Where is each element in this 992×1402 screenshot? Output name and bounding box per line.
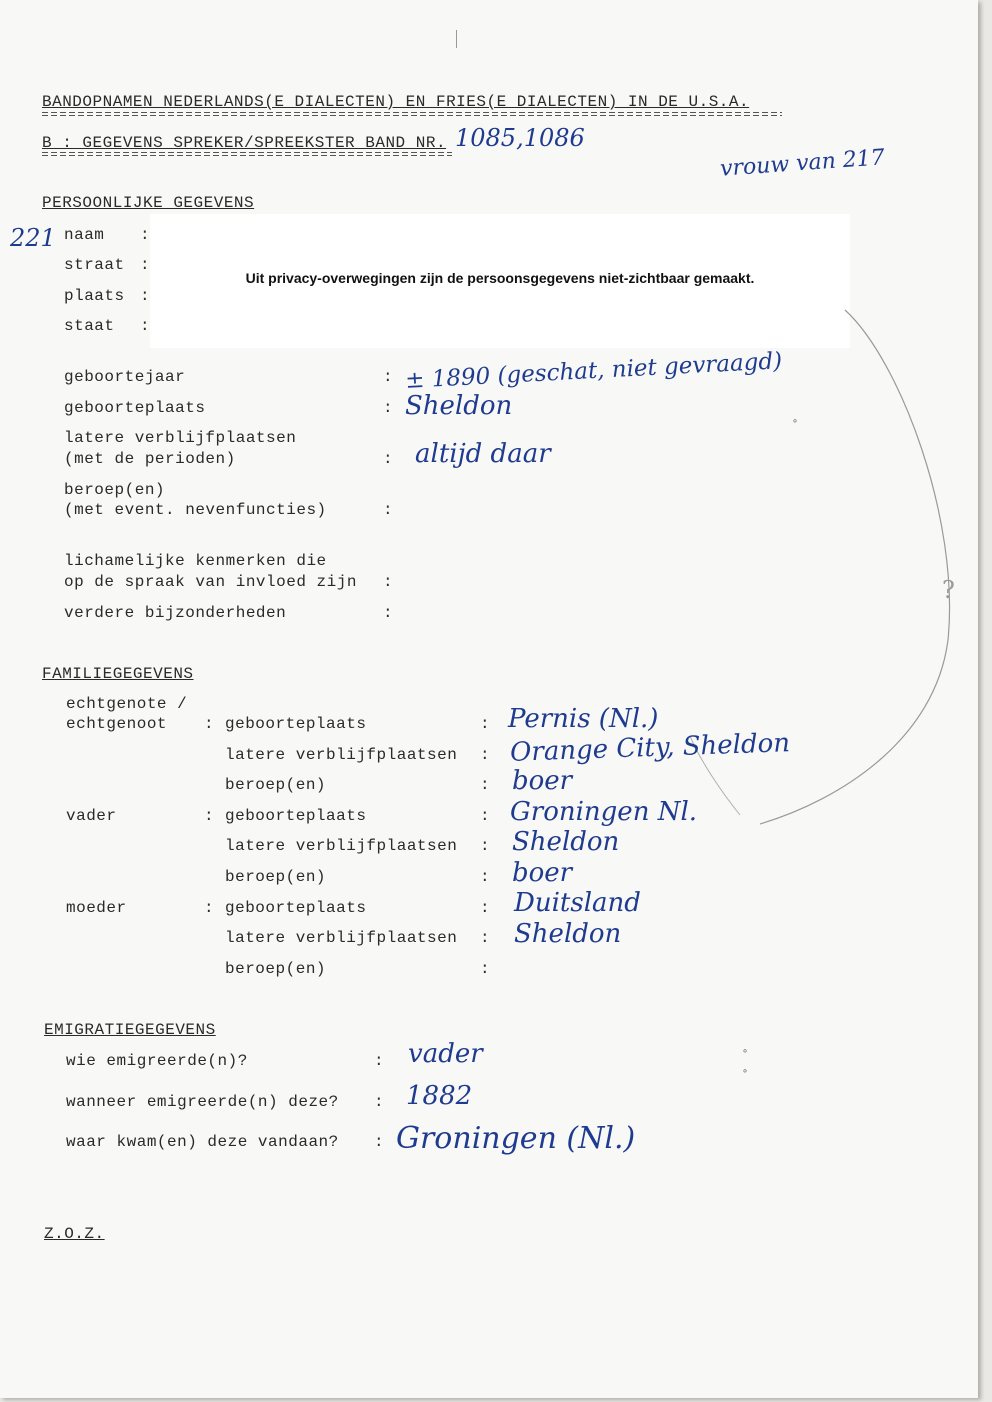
- pencil-question-mark: ?: [942, 576, 956, 604]
- vader-colon: :: [204, 807, 215, 825]
- stray-mark: [456, 30, 457, 48]
- vader-beroep-colon: :: [480, 868, 491, 886]
- verdere-label: verdere bijzonderheden: [64, 604, 287, 622]
- latere-colon: :: [383, 450, 394, 468]
- vader-latere-label: latere verblijfplaatsen: [225, 837, 458, 855]
- echt-geboorteplaats-colon: :: [480, 715, 491, 733]
- plaats-colon: :: [140, 287, 151, 305]
- lichamelijk-label-2: op de spraak van invloed zijn: [64, 573, 357, 591]
- geboorteplaats-colon: :: [383, 399, 394, 417]
- moeder-latere-value: Sheldon: [514, 919, 622, 949]
- wanneer-label: wanneer emigreerde(n) deze?: [66, 1093, 339, 1111]
- naam-label: naam: [64, 226, 105, 244]
- moeder-beroep-colon: :: [480, 960, 491, 978]
- stray-dot: ∘: [742, 1067, 749, 1078]
- wanneer-colon: :: [374, 1093, 385, 1111]
- echt-beroep-label: beroep(en): [225, 776, 327, 794]
- waar-label: waar kwam(en) deze vandaan?: [66, 1133, 339, 1151]
- echtgenote-label-2: echtgenoot: [66, 715, 168, 733]
- emigration-heading: EMIGRATIEGEGEVENS: [44, 1021, 216, 1039]
- lichamelijk-label-1: lichamelijke kenmerken die: [64, 552, 327, 570]
- moeder-label: moeder: [66, 899, 127, 917]
- echtgenote-label-1: echtgenote /: [66, 695, 188, 713]
- beroep-colon: :: [383, 501, 394, 519]
- band-number-value: 1085,1086: [455, 124, 585, 152]
- latere-label-2: (met de perioden): [64, 450, 236, 468]
- beroep-label-1: beroep(en): [64, 481, 166, 499]
- echt-latere-label: latere verblijfplaatsen: [225, 746, 458, 764]
- staat-colon: :: [140, 317, 151, 335]
- speaker-relation-note: vrouw van 217: [719, 145, 886, 182]
- wanneer-value: 1882: [406, 1081, 473, 1111]
- plaats-label: plaats: [64, 287, 125, 305]
- vader-geboorteplaats-value: Groningen Nl.: [510, 797, 698, 827]
- wie-colon: :: [374, 1052, 385, 1070]
- stray-dot: ∘: [792, 417, 799, 428]
- moeder-geboorteplaats-colon: :: [480, 899, 491, 917]
- vader-latere-value: Sheldon: [512, 827, 620, 857]
- moeder-latere-colon: :: [480, 929, 491, 947]
- echt-beroep-value: boer: [512, 766, 573, 796]
- vader-geboorteplaats-label: geboorteplaats: [225, 807, 367, 825]
- geboorteplaats-value: Sheldon: [405, 391, 513, 421]
- echt-latere-colon: :: [480, 746, 491, 764]
- band-number-label: B : GEGEVENS SPREKER/SPREEKSTER BAND NR.: [42, 134, 447, 152]
- geboorteplaats-label: geboorteplaats: [64, 399, 206, 417]
- moeder-geboorteplaats-value: Duitsland: [514, 888, 641, 918]
- margin-number: 221: [10, 224, 56, 252]
- straat-colon: :: [140, 256, 151, 274]
- vader-beroep-value: boer: [512, 858, 573, 888]
- privacy-notice: Uit privacy-overwegingen zijn de persoonsgegevens niet-zichtbaar gemaakt.: [245, 270, 755, 286]
- vader-geboorteplaats-colon: :: [480, 807, 491, 825]
- wie-label: wie emigreerde(n)?: [66, 1052, 248, 1070]
- echt-beroep-colon: :: [480, 776, 491, 794]
- straat-label: straat: [64, 256, 125, 274]
- beroep-label-2: (met event. nevenfuncties): [64, 501, 327, 519]
- moeder-beroep-label: beroep(en): [225, 960, 327, 978]
- wie-value: vader: [408, 1039, 483, 1069]
- echt-geboorteplaats-value: Pernis (Nl.): [508, 704, 659, 734]
- latere-value: altijd daar: [415, 439, 551, 469]
- moeder-colon: :: [204, 899, 215, 917]
- latere-label-1: latere verblijfplaatsen: [64, 429, 297, 447]
- family-heading: FAMILIEGEGEVENS: [42, 665, 194, 683]
- verdere-colon: :: [383, 604, 394, 622]
- moeder-geboorteplaats-label: geboorteplaats: [225, 899, 367, 917]
- echtgenote-colon: :: [204, 715, 215, 733]
- echt-geboorteplaats-label: geboorteplaats: [225, 715, 367, 733]
- vader-beroep-label: beroep(en): [225, 868, 327, 886]
- vader-latere-colon: :: [480, 837, 491, 855]
- stray-dot: ∘: [742, 1047, 749, 1058]
- echt-latere-value: Orange City, Sheldon: [509, 728, 791, 768]
- naam-colon: :: [140, 226, 151, 244]
- geboortejaar-label: geboortejaar: [64, 368, 186, 386]
- personal-heading: PERSOONLIJKE GEGEVENS: [42, 194, 255, 212]
- geboortejaar-colon: :: [383, 368, 394, 386]
- waar-colon: :: [374, 1133, 385, 1151]
- moeder-latere-label: latere verblijfplaatsen: [225, 929, 458, 947]
- zoz-label: Z.O.Z.: [44, 1225, 105, 1243]
- form-title: BANDOPNAMEN NEDERLANDS(E DIALECTEN) EN FRIES(E DIALECTEN) IN DE U.S.A.: [42, 93, 750, 111]
- geboortejaar-value: ± 1890 (geschat, niet gevraagd): [404, 348, 783, 394]
- vader-label: vader: [66, 807, 117, 825]
- waar-value: Groningen (Nl.): [396, 1121, 636, 1156]
- lichamelijk-colon: :: [383, 573, 394, 591]
- staat-label: staat: [64, 317, 115, 335]
